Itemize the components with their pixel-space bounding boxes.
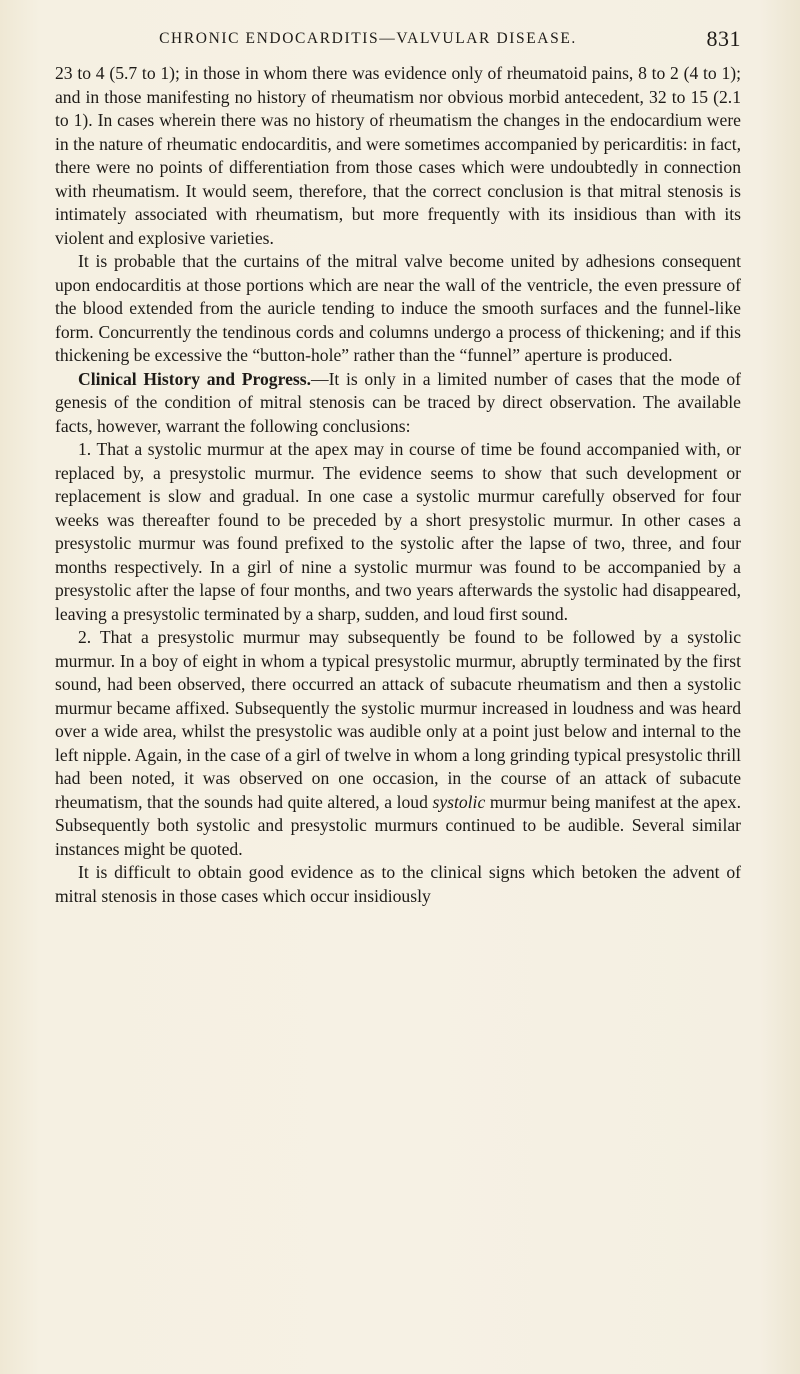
- paragraph-3: [55, 368, 741, 439]
- paragraph-5: [55, 626, 741, 861]
- paragraph-4: 1. That a systolic murmur at the apex may in course of time be found accompanied with, or replaced by, a presystolic murmur. The evidence seems to show that such development or replacement is slow and gradual. In one case a systolic murmur carefully observed for four weeks was thereafter found to be preceded by a short presystolic murmur. In other cases a presystolic murmur was found prefixed to the systolic after the lapse of two, three, and four months respectively. In a girl of nine a systolic murmur was found to be accompanied by a presystolic after the lapse of four months, and two years afterwards the systolic had disappeared, leaving a presystolic terminated by a sharp, sudden, and loud first sound.: [55, 439, 741, 624]
- paragraph-2: It is probable that the curtains of the mitral valve become united by adhesions consequent upon endocarditis at those portions which are near the wall of the ventricle, the even pressure of the blood extended from the auricle tending to induce the smooth surfaces and the funnel-like form. Concurrently the tendinous cords and columns undergo a process of thickening; and if this thickening be excessive the “button-hole” rather than the “funnel” aperture is produced.: [55, 251, 741, 365]
- paragraph-5-part-1: 2. That a presystolic murmur may subsequently be found to be followed by a systolic murmur. In a boy of eight in whom a typical presystolic murmur, abruptly terminated by the first sound, had been observed, there occurred an attack of subacute rheumatism and then a systolic murmur became affixed. Subsequently the systolic murmur increased in loudness and was heard over a wide area, whilst the presystolic was audible only at a point just below and internal to the left nipple. Again, in the case of a girl of twelve in whom a long grinding typical presystolic thrill had been noted, it was observed on one occasion, in the course of an attack of subacute rheumatism, that the sounds had quite altered, a loud: [55, 627, 742, 812]
- paragraph-6: It is difficult to obtain good evidence as to the clinical signs which betoken the advent of mitral stenosis in those cases which occur insidiously: [55, 862, 741, 906]
- body-text: [55, 62, 741, 908]
- paragraph-3-body: —It is only in a limited number of cases that the mode of genesis of the condition of mitral stenosis can be traced by direct observation. The available facts, however, warrant the following conclusions:: [55, 368, 741, 436]
- paragraph-1: 23 to 4 (5.7 to 1); in those in whom there was evidence only of rheumatoid pains, 8 to 2 (4 to 1); and in those manifesting no history of rheumatism nor obvious morbid antecedent, 32 to 15 (2.1 to 1). In cases wherein there was no history of rheumatism the changes in the endocardium were in the nature of rheumatic endocarditis, and were sometimes accompanied by pericarditis: in fact, there were no points of differentiation from those cases which were undoubtedly in connection with rheumatism. It would seem, therefore, that the correct conclusion is that mitral stenosis is intimately associated with rheumatism, but more frequently with its insidious than with its violent and explosive varieties.: [55, 63, 741, 248]
- paragraph-5-part-2: murmur being manifest at the apex. Subsequently both systolic and presystolic murmurs continued to be audible. Several similar instances might be quoted.: [55, 791, 741, 859]
- italic-term: systolic: [432, 791, 486, 812]
- section-heading: Clinical History and Progress.: [78, 368, 311, 389]
- page-number: 831: [706, 26, 741, 51]
- page-header: [55, 26, 741, 58]
- running-title: CHRONIC ENDOCARDITIS—VALVULAR DISEASE.: [159, 30, 577, 47]
